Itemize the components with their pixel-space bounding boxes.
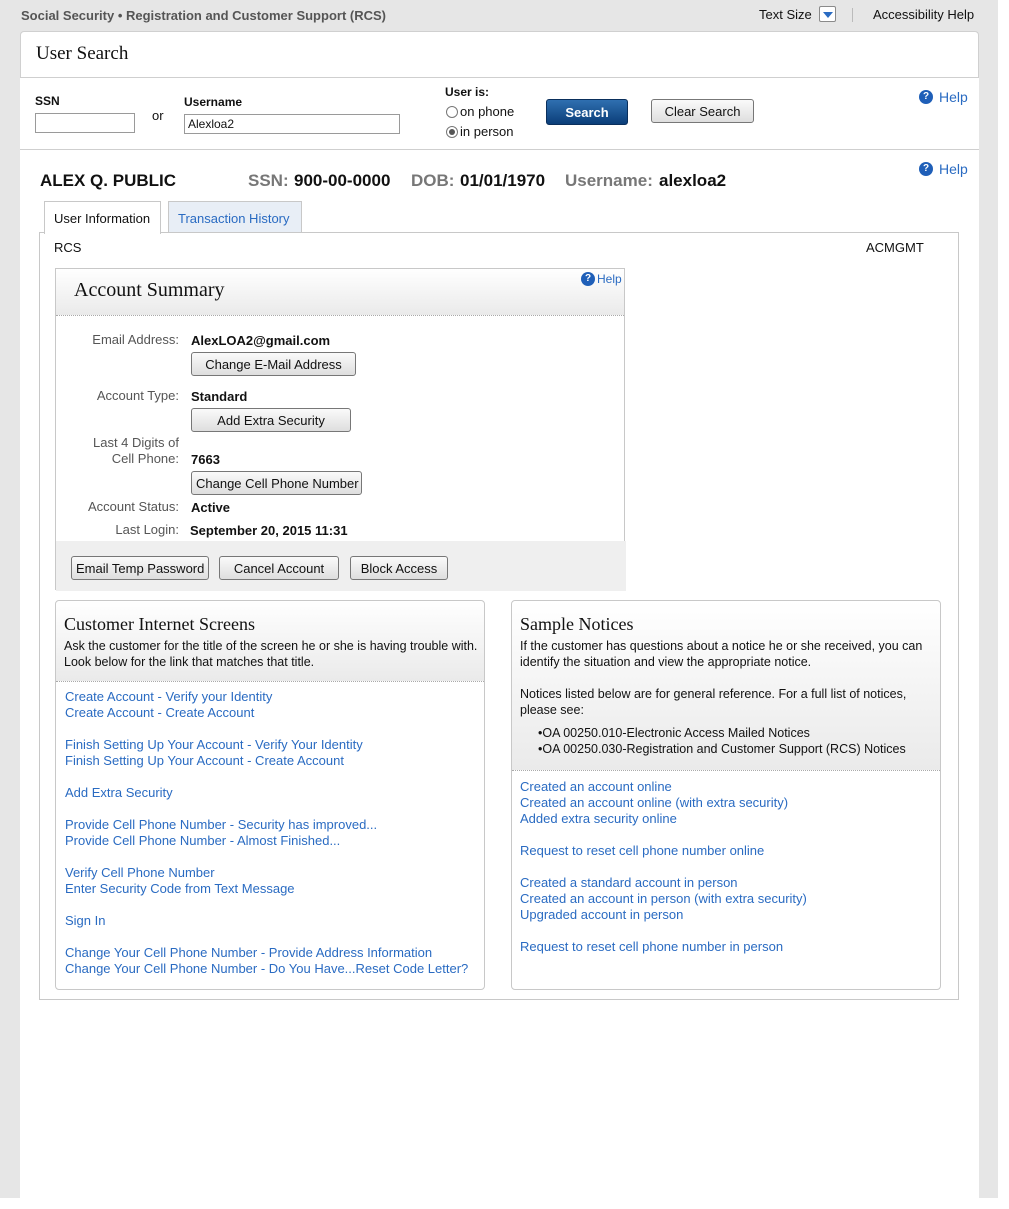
list-item[interactable]: Request to reset cell phone number in person	[520, 939, 784, 954]
page-title-box	[20, 31, 979, 77]
username-header-value: alexloa2	[659, 171, 727, 190]
list-item[interactable]: Change Your Cell Phone Number - Do You Have...Reset Code Letter?	[65, 961, 469, 976]
help-icon: ?	[919, 162, 933, 176]
cancel-account-button[interactable]: Cancel Account	[219, 556, 339, 580]
username-header-label: Username:	[565, 171, 653, 190]
last-login-label: Last Login:	[115, 522, 179, 537]
help-label: Help	[939, 89, 968, 105]
on-phone-radio[interactable]	[446, 106, 458, 118]
account-summary-title: Account Summary	[74, 279, 225, 301]
link-group	[65, 913, 483, 929]
list-item[interactable]: Created an account online (with extra security)	[520, 795, 789, 810]
list-item[interactable]: Provide Cell Phone Number - Security has improved...	[65, 817, 378, 832]
user-help-link[interactable]	[919, 161, 968, 177]
sample-notices-link-list	[520, 779, 938, 955]
link-group	[520, 939, 938, 955]
app-code-right: ACMGMT	[866, 240, 924, 255]
ssn-input[interactable]	[35, 113, 135, 133]
page-title: User Search	[36, 43, 129, 64]
tab-label: User Information	[54, 211, 151, 226]
dob-value: 01/01/1970	[460, 171, 546, 190]
link-group	[520, 843, 938, 859]
account-summary-help-link[interactable]	[581, 272, 622, 286]
on-phone-option[interactable]	[446, 104, 514, 119]
link-group	[520, 779, 938, 827]
link-group	[520, 875, 938, 923]
list-item[interactable]: Create Account - Create Account	[65, 705, 255, 720]
customer-screens-title: Customer Internet Screens	[64, 614, 255, 634]
list-item[interactable]: Created a standard account in person	[520, 875, 738, 890]
sample-notices-title: Sample Notices	[520, 614, 634, 634]
ssn-label: SSN	[35, 94, 60, 108]
block-access-button[interactable]: Block Access	[350, 556, 448, 580]
link-group	[65, 817, 483, 849]
list-item[interactable]: Sign In	[65, 913, 106, 928]
chevron-down-icon	[823, 12, 833, 18]
tab-user-information[interactable]	[44, 201, 161, 234]
bullet-icon: •	[538, 742, 543, 756]
account-summary-panel	[55, 268, 625, 590]
help-icon: ?	[581, 272, 595, 286]
list-item[interactable]: Created an account in person (with extra security)	[520, 891, 807, 906]
notice-bullet-list	[538, 725, 906, 757]
account-summary-header	[56, 269, 624, 316]
help-label: Help	[939, 161, 968, 177]
dob-label: DOB:	[411, 171, 455, 190]
search-button[interactable]: Search	[546, 99, 628, 125]
list-item[interactable]: Finish Setting Up Your Account - Create Account	[65, 753, 344, 768]
user-is-label: User is:	[445, 85, 490, 99]
sample-notices-panel	[511, 600, 941, 990]
site-brand: Social Security • Registration and Customer Support (RCS)	[21, 8, 386, 23]
email-value: AlexLOA2@gmail.com	[191, 333, 331, 348]
cell-value: 7663	[191, 452, 220, 467]
list-item[interactable]: Upgraded account in person	[520, 907, 684, 922]
user-search-form	[20, 77, 979, 150]
ssn-header-label: SSN:	[248, 171, 289, 190]
list-item[interactable]: Added extra security online	[520, 811, 677, 826]
search-help-link[interactable]	[919, 89, 968, 105]
help-label: Help	[597, 272, 622, 286]
main-content	[20, 150, 979, 1198]
list-item[interactable]: Verify Cell Phone Number	[65, 865, 215, 880]
last-login-value: September 20, 2015 11:31	[190, 523, 348, 538]
accessibility-help-link[interactable]: Accessibility Help	[873, 7, 975, 22]
app-code-left: RCS	[54, 240, 82, 255]
list-item[interactable]: •OA 00250.030-Registration and Customer Support (RCS) Notices	[538, 742, 906, 756]
cell-label-line1: Last 4 Digits of	[93, 435, 179, 450]
tab-transaction-history[interactable]	[168, 201, 302, 232]
in-person-option[interactable]	[446, 124, 513, 139]
tab-label: Transaction History	[178, 211, 290, 226]
customer-screens-desc: Ask the customer for the title of the screen he or she is having trouble with. Look below for the link that matches that title.	[64, 639, 478, 669]
clear-search-button[interactable]: Clear Search	[651, 99, 754, 123]
link-group	[65, 865, 483, 897]
or-label: or	[152, 108, 164, 123]
account-type-value: Standard	[191, 389, 248, 404]
bullet-icon: •	[538, 726, 543, 740]
list-item[interactable]: •OA 00250.010-Electronic Access Mailed Notices	[538, 726, 810, 740]
user-info-panel	[39, 232, 959, 1000]
customer-screens-header	[56, 601, 484, 682]
sample-notices-desc: If the customer has questions about a notice he or she received, you can identify the situation and view the appropriate notice.	[520, 639, 923, 669]
change-cell-phone-button[interactable]: Change Cell Phone Number	[191, 471, 362, 495]
username-label: Username	[184, 95, 243, 109]
list-item[interactable]: Add Extra Security	[65, 785, 173, 800]
list-item[interactable]: Change Your Cell Phone Number - Provide Address Information	[65, 945, 433, 960]
email-label: Email Address:	[92, 332, 179, 347]
customer-screens-link-list	[65, 689, 483, 977]
user-name: ALEX Q. PUBLIC	[40, 171, 177, 190]
divider	[852, 8, 853, 22]
cell-label-line2: Cell Phone:	[111, 451, 179, 466]
username-input[interactable]	[184, 114, 400, 134]
link-group	[65, 785, 483, 801]
sample-notices-header	[512, 601, 940, 771]
change-email-button[interactable]: Change E-Mail Address	[191, 352, 356, 376]
account-status-label: Account Status:	[87, 499, 179, 514]
account-type-label: Account Type:	[96, 388, 179, 403]
help-icon: ?	[919, 90, 933, 104]
sample-notices-desc-reference: Notices listed below are for general reference. For a full list of notices, please see:	[520, 687, 907, 717]
list-item[interactable]: Enter Security Code from Text Message	[65, 881, 295, 896]
text-size-label: Text Size	[759, 7, 812, 22]
link-group	[65, 737, 483, 769]
in-person-radio[interactable]	[446, 126, 458, 138]
list-item[interactable]: Created an account online	[520, 779, 672, 794]
account-actions-bar	[56, 541, 626, 591]
list-item[interactable]: Provide Cell Phone Number - Almost Finished...	[65, 833, 341, 848]
ssn-header-value: 900-00-0000	[294, 171, 391, 190]
in-person-label: in person	[460, 124, 514, 139]
list-item[interactable]: Finish Setting Up Your Account - Verify Your Identity	[65, 737, 363, 752]
link-group	[65, 945, 483, 977]
top-bar	[0, 0, 998, 30]
customer-screens-panel	[55, 600, 485, 990]
text-size-dropdown[interactable]	[819, 6, 836, 22]
email-temp-password-button[interactable]: Email Temp Password	[71, 556, 209, 580]
add-extra-security-button[interactable]: Add Extra Security	[191, 408, 351, 432]
on-phone-label: on phone	[460, 104, 515, 119]
link-group	[65, 689, 483, 721]
account-status-value: Active	[191, 500, 231, 515]
list-item[interactable]: Create Account - Verify your Identity	[65, 689, 273, 704]
list-item[interactable]: Request to reset cell phone number online	[520, 843, 765, 858]
